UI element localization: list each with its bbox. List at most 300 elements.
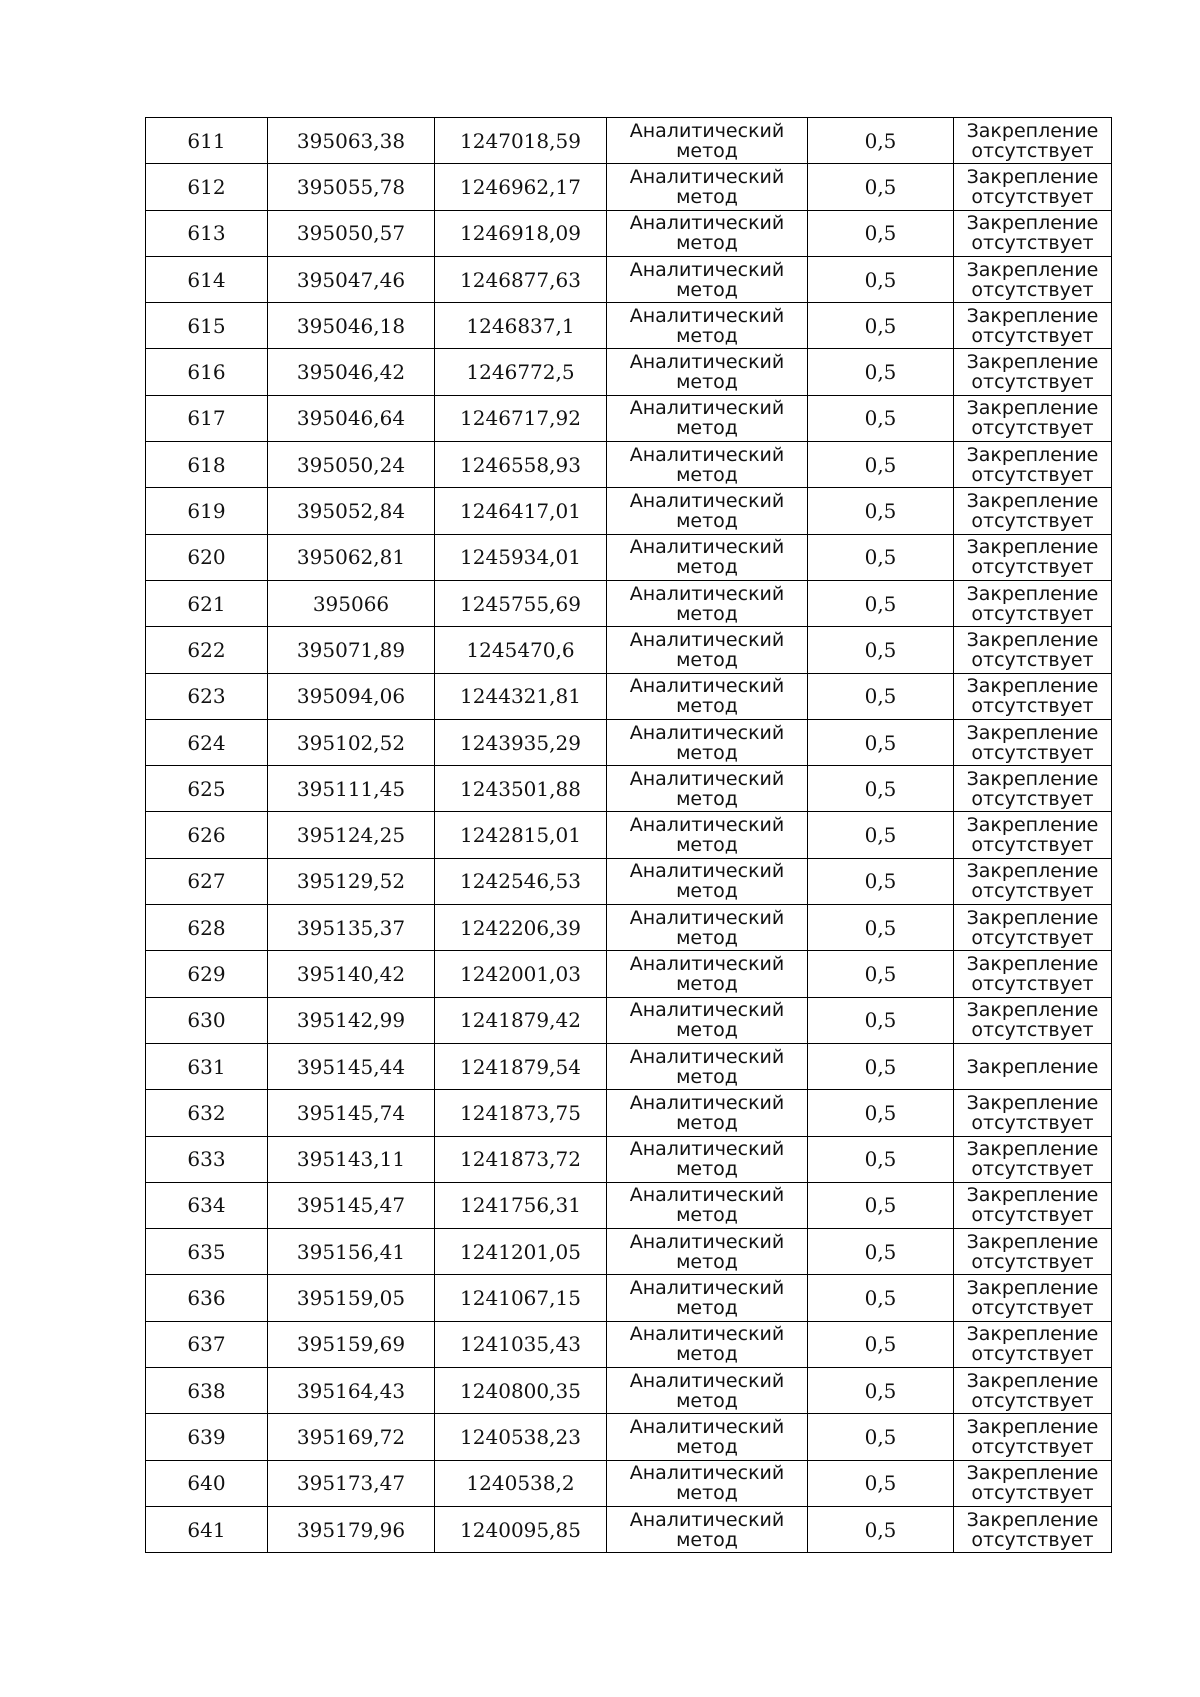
fixing-cell — [954, 256, 1112, 302]
fixing-cell-line: Закрепление — [966, 165, 1099, 188]
method-cell — [607, 1229, 808, 1275]
fixing-cell-line: отсутствует — [971, 1389, 1094, 1412]
table-row — [146, 1414, 1112, 1460]
coordinate-x-cell: 395124,25 — [268, 812, 435, 858]
method-cell — [607, 256, 808, 302]
point-number-cell: 617 — [146, 395, 268, 441]
fixing-cell-line: Закрепление — [966, 675, 1099, 698]
table-row — [146, 210, 1112, 256]
method-cell-line: Аналитический — [629, 490, 785, 513]
coordinate-x-cell: 395156,41 — [268, 1229, 435, 1275]
method-cell — [607, 1136, 808, 1182]
method-cell-line: метод — [676, 1111, 738, 1134]
method-cell — [607, 580, 808, 626]
method-cell — [607, 1321, 808, 1367]
point-number-cell: 629 — [146, 951, 268, 997]
point-number-cell: 622 — [146, 627, 268, 673]
accuracy-cell: 0,5 — [808, 812, 954, 858]
method-cell — [607, 1043, 808, 1089]
point-number-cell: 620 — [146, 534, 268, 580]
method-cell — [607, 1368, 808, 1414]
accuracy-cell: 0,5 — [808, 1506, 954, 1552]
coordinate-x-cell: 395046,64 — [268, 395, 435, 441]
method-cell-line: метод — [676, 1158, 738, 1181]
accuracy-cell: 0,5 — [808, 349, 954, 395]
coordinate-x-cell: 395063,38 — [268, 118, 435, 164]
fixing-cell — [954, 210, 1112, 256]
fixing-cell-line: отсутствует — [971, 926, 1094, 949]
method-cell-line: метод — [676, 185, 738, 208]
method-cell — [607, 534, 808, 580]
fixing-cell — [954, 442, 1112, 488]
coordinate-y-cell: 1244321,81 — [435, 673, 607, 719]
method-cell — [607, 812, 808, 858]
method-cell-line: метод — [676, 324, 738, 347]
method-cell-line: Аналитический — [629, 443, 785, 466]
method-cell-line: Аналитический — [629, 165, 785, 188]
coordinate-x-cell: 395129,52 — [268, 858, 435, 904]
accuracy-cell: 0,5 — [808, 1321, 954, 1367]
fixing-cell-line: отсутствует — [971, 741, 1094, 764]
fixing-cell-line: отсутствует — [971, 1297, 1094, 1320]
coordinate-x-cell: 395046,18 — [268, 303, 435, 349]
fixing-cell-line: отсутствует — [971, 1343, 1094, 1366]
coordinate-x-cell: 395111,45 — [268, 766, 435, 812]
coordinate-y-cell: 1241067,15 — [435, 1275, 607, 1321]
fixing-cell-line: отсутствует — [971, 463, 1094, 486]
accuracy-cell: 0,5 — [808, 905, 954, 951]
coordinate-x-cell: 395173,47 — [268, 1460, 435, 1506]
coordinate-x-cell: 395179,96 — [268, 1506, 435, 1552]
method-cell — [607, 118, 808, 164]
fixing-cell — [954, 1506, 1112, 1552]
method-cell-line: метод — [676, 278, 738, 301]
fixing-cell — [954, 627, 1112, 673]
coordinate-x-cell: 395050,57 — [268, 210, 435, 256]
point-number-cell: 637 — [146, 1321, 268, 1367]
method-cell — [607, 905, 808, 951]
coordinate-x-cell: 395142,99 — [268, 997, 435, 1043]
method-cell-line: Аналитический — [629, 258, 785, 281]
accuracy-cell: 0,5 — [808, 1414, 954, 1460]
coordinate-x-cell: 395169,72 — [268, 1414, 435, 1460]
coordinate-y-cell: 1245755,69 — [435, 580, 607, 626]
method-cell-line: метод — [676, 972, 738, 995]
fixing-cell — [954, 580, 1112, 626]
coordinate-x-cell: 395094,06 — [268, 673, 435, 719]
method-cell-line: Аналитический — [629, 1415, 785, 1438]
accuracy-cell: 0,5 — [808, 442, 954, 488]
method-cell-line: метод — [676, 1482, 738, 1505]
method-cell-line: метод — [676, 1019, 738, 1042]
fixing-cell-line: Закрепление — [966, 258, 1099, 281]
fixing-cell — [954, 1090, 1112, 1136]
fixing-cell-line: Закрепление — [966, 1415, 1099, 1438]
method-cell-line: Аналитический — [629, 397, 785, 420]
table-row — [146, 256, 1112, 302]
coordinate-y-cell: 1241756,31 — [435, 1182, 607, 1228]
method-cell-line: метод — [676, 232, 738, 255]
fixing-cell-line: Закрепление — [966, 1323, 1099, 1346]
point-number-cell: 621 — [146, 580, 268, 626]
fixing-cell-line: отсутствует — [971, 648, 1094, 671]
method-cell — [607, 719, 808, 765]
method-cell-line: метод — [676, 787, 738, 810]
method-cell-line: метод — [676, 1297, 738, 1320]
fixing-cell-line: Закрепление — [966, 1508, 1099, 1531]
accuracy-cell: 0,5 — [808, 1182, 954, 1228]
point-number-cell: 612 — [146, 164, 268, 210]
point-number-cell: 632 — [146, 1090, 268, 1136]
fixing-cell — [954, 164, 1112, 210]
coordinate-y-cell: 1242815,01 — [435, 812, 607, 858]
fixing-cell-line: отсутствует — [971, 880, 1094, 903]
fixing-cell — [954, 1043, 1112, 1089]
coordinate-x-cell: 395102,52 — [268, 719, 435, 765]
fixing-cell-line: Закрепление — [966, 1138, 1099, 1161]
table-row — [146, 1506, 1112, 1552]
fixing-cell-line: отсутствует — [971, 1435, 1094, 1458]
coordinate-y-cell: 1241035,43 — [435, 1321, 607, 1367]
fixing-cell — [954, 349, 1112, 395]
point-number-cell: 635 — [146, 1229, 268, 1275]
coordinate-x-cell: 395046,42 — [268, 349, 435, 395]
accuracy-cell: 0,5 — [808, 627, 954, 673]
fixing-cell-line: Закрепление — [966, 582, 1099, 605]
fixing-cell-line: Закрепление — [966, 952, 1099, 975]
coordinate-y-cell: 1246417,01 — [435, 488, 607, 534]
method-cell — [607, 1414, 808, 1460]
fixing-cell-line: отсутствует — [971, 1204, 1094, 1227]
method-cell-line: Аналитический — [629, 952, 785, 975]
fixing-cell-line: отсутствует — [971, 972, 1094, 995]
coordinate-y-cell: 1246772,5 — [435, 349, 607, 395]
fixing-cell-line: Закрепление — [966, 1369, 1099, 1392]
method-cell — [607, 442, 808, 488]
method-cell-line: Аналитический — [629, 1369, 785, 1392]
method-cell-line: Аналитический — [629, 582, 785, 605]
coordinate-x-cell: 395052,84 — [268, 488, 435, 534]
coordinate-y-cell: 1246837,1 — [435, 303, 607, 349]
point-number-cell: 626 — [146, 812, 268, 858]
fixing-cell-line: отсутствует — [971, 324, 1094, 347]
fixing-cell — [954, 997, 1112, 1043]
fixing-cell-line: отсутствует — [971, 602, 1094, 625]
method-cell — [607, 1460, 808, 1506]
fixing-cell-line: отсутствует — [971, 556, 1094, 579]
method-cell-line: метод — [676, 1065, 738, 1088]
method-cell-line: метод — [676, 648, 738, 671]
fixing-cell-line: Закрепление — [966, 351, 1099, 374]
coordinate-x-cell: 395143,11 — [268, 1136, 435, 1182]
method-cell-line: Аналитический — [629, 1138, 785, 1161]
method-cell-line: метод — [676, 463, 738, 486]
coordinate-y-cell: 1242001,03 — [435, 951, 607, 997]
method-cell-line: метод — [676, 556, 738, 579]
accuracy-cell: 0,5 — [808, 673, 954, 719]
accuracy-cell: 0,5 — [808, 1090, 954, 1136]
fixing-cell-line: Закрепление — [966, 1091, 1099, 1114]
method-cell — [607, 164, 808, 210]
fixing-cell — [954, 1368, 1112, 1414]
method-cell-line: Аналитический — [629, 1508, 785, 1531]
point-number-cell: 640 — [146, 1460, 268, 1506]
fixing-cell-line: Закрепление — [966, 490, 1099, 513]
method-cell-line: Аналитический — [629, 1091, 785, 1114]
point-number-cell: 615 — [146, 303, 268, 349]
fixing-cell — [954, 1414, 1112, 1460]
accuracy-cell: 0,5 — [808, 858, 954, 904]
table-row — [146, 951, 1112, 997]
method-cell-line: метод — [676, 834, 738, 857]
coordinate-x-cell: 395062,81 — [268, 534, 435, 580]
coordinate-y-cell: 1246918,09 — [435, 210, 607, 256]
fixing-cell-line: Закрепление — [966, 397, 1099, 420]
point-number-cell: 616 — [146, 349, 268, 395]
method-cell — [607, 997, 808, 1043]
fixing-cell-line: Закрепление — [966, 999, 1099, 1022]
coordinate-y-cell: 1243501,88 — [435, 766, 607, 812]
table-row — [146, 858, 1112, 904]
method-cell-line: Аналитический — [629, 1462, 785, 1485]
point-number-cell: 636 — [146, 1275, 268, 1321]
point-number-cell: 638 — [146, 1368, 268, 1414]
accuracy-cell: 0,5 — [808, 256, 954, 302]
table-row — [146, 1460, 1112, 1506]
fixing-cell — [954, 766, 1112, 812]
coordinate-y-cell: 1246877,63 — [435, 256, 607, 302]
fixing-cell-line: Закрепление — [966, 1055, 1099, 1078]
method-cell-line: Аналитический — [629, 1230, 785, 1253]
method-cell-line: Аналитический — [629, 536, 785, 559]
fixing-cell-line: отсутствует — [971, 232, 1094, 255]
fixing-cell-line: Закрепление — [966, 1462, 1099, 1485]
fixing-cell — [954, 812, 1112, 858]
table-row — [146, 1043, 1112, 1089]
method-cell — [607, 673, 808, 719]
table-row — [146, 164, 1112, 210]
method-cell-line: Аналитический — [629, 814, 785, 837]
method-cell — [607, 1182, 808, 1228]
fixing-cell-line: Закрепление — [966, 721, 1099, 744]
fixing-cell-line: Закрепление — [966, 1230, 1099, 1253]
accuracy-cell: 0,5 — [808, 1275, 954, 1321]
method-cell-line: Аналитический — [629, 1045, 785, 1068]
fixing-cell-line: отсутствует — [971, 278, 1094, 301]
method-cell-line: метод — [676, 695, 738, 718]
method-cell — [607, 395, 808, 441]
coordinate-y-cell: 1241879,54 — [435, 1043, 607, 1089]
coordinate-x-cell: 395047,46 — [268, 256, 435, 302]
method-cell-line: Аналитический — [629, 1184, 785, 1207]
point-number-cell: 639 — [146, 1414, 268, 1460]
fixing-cell-line: отсутствует — [971, 185, 1094, 208]
accuracy-cell: 0,5 — [808, 534, 954, 580]
point-number-cell: 611 — [146, 118, 268, 164]
fixing-cell — [954, 534, 1112, 580]
coordinate-x-cell: 395066 — [268, 580, 435, 626]
coordinate-y-cell: 1246558,93 — [435, 442, 607, 488]
fixing-cell — [954, 1275, 1112, 1321]
method-cell-line: Аналитический — [629, 351, 785, 374]
fixing-cell-line: отсутствует — [971, 695, 1094, 718]
method-cell-line: метод — [676, 1528, 738, 1551]
method-cell-line: Аналитический — [629, 860, 785, 883]
method-cell-line: Аналитический — [629, 675, 785, 698]
table-row — [146, 303, 1112, 349]
fixing-cell-line: Закрепление — [966, 212, 1099, 235]
coordinate-y-cell: 1241879,42 — [435, 997, 607, 1043]
coordinate-y-cell: 1246717,92 — [435, 395, 607, 441]
method-cell — [607, 303, 808, 349]
fixing-cell-line: отсутствует — [971, 1250, 1094, 1273]
fixing-cell — [954, 303, 1112, 349]
coordinate-y-cell: 1240538,2 — [435, 1460, 607, 1506]
point-number-cell: 631 — [146, 1043, 268, 1089]
fixing-cell-line: Закрепление — [966, 1277, 1099, 1300]
fixing-cell-line: Закрепление — [966, 443, 1099, 466]
accuracy-cell: 0,5 — [808, 997, 954, 1043]
fixing-cell-line: Закрепление — [966, 814, 1099, 837]
fixing-cell-line: Закрепление — [966, 536, 1099, 559]
fixing-cell-line: отсутствует — [971, 1482, 1094, 1505]
coordinate-y-cell: 1242546,53 — [435, 858, 607, 904]
fixing-cell — [954, 118, 1112, 164]
point-number-cell: 618 — [146, 442, 268, 488]
coordinate-x-cell: 395050,24 — [268, 442, 435, 488]
method-cell-line: метод — [676, 417, 738, 440]
coordinate-y-cell: 1246962,17 — [435, 164, 607, 210]
fixing-cell — [954, 719, 1112, 765]
accuracy-cell: 0,5 — [808, 766, 954, 812]
method-cell-line: метод — [676, 371, 738, 394]
coordinate-y-cell: 1240095,85 — [435, 1506, 607, 1552]
coordinate-y-cell: 1240800,35 — [435, 1368, 607, 1414]
table-row — [146, 1368, 1112, 1414]
table-row — [146, 442, 1112, 488]
point-number-cell: 627 — [146, 858, 268, 904]
fixing-cell-line: Закрепление — [966, 628, 1099, 651]
accuracy-cell: 0,5 — [808, 488, 954, 534]
method-cell — [607, 1090, 808, 1136]
table-row — [146, 1182, 1112, 1228]
point-number-cell: 625 — [146, 766, 268, 812]
fixing-cell-line: отсутствует — [971, 1111, 1094, 1134]
accuracy-cell: 0,5 — [808, 1368, 954, 1414]
accuracy-cell: 0,5 — [808, 1460, 954, 1506]
coordinate-x-cell: 395159,05 — [268, 1275, 435, 1321]
method-cell-line: метод — [676, 926, 738, 949]
method-cell — [607, 766, 808, 812]
table-row — [146, 1321, 1112, 1367]
table-row — [146, 1275, 1112, 1321]
point-number-cell: 641 — [146, 1506, 268, 1552]
accuracy-cell: 0,5 — [808, 210, 954, 256]
accuracy-cell: 0,5 — [808, 118, 954, 164]
fixing-cell-line: отсутствует — [971, 1019, 1094, 1042]
table-row — [146, 580, 1112, 626]
method-cell-line: Аналитический — [629, 767, 785, 790]
method-cell-line: метод — [676, 1343, 738, 1366]
fixing-cell — [954, 1229, 1112, 1275]
fixing-cell-line: отсутствует — [971, 1158, 1094, 1181]
fixing-cell — [954, 1136, 1112, 1182]
fixing-cell-line: отсутствует — [971, 139, 1094, 162]
table-row — [146, 1090, 1112, 1136]
fixing-cell — [954, 488, 1112, 534]
coordinate-y-cell: 1247018,59 — [435, 118, 607, 164]
accuracy-cell: 0,5 — [808, 395, 954, 441]
table-row — [146, 905, 1112, 951]
accuracy-cell: 0,5 — [808, 164, 954, 210]
fixing-cell — [954, 858, 1112, 904]
method-cell-line: Аналитический — [629, 212, 785, 235]
coordinate-y-cell: 1242206,39 — [435, 905, 607, 951]
method-cell — [607, 858, 808, 904]
coordinate-x-cell: 395055,78 — [268, 164, 435, 210]
table-row — [146, 1229, 1112, 1275]
method-cell-line: метод — [676, 880, 738, 903]
method-cell-line: метод — [676, 510, 738, 533]
table-row — [146, 1136, 1112, 1182]
accuracy-cell: 0,5 — [808, 951, 954, 997]
coordinates-table-body — [146, 118, 1112, 1553]
point-number-cell: 633 — [146, 1136, 268, 1182]
method-cell — [607, 951, 808, 997]
coordinate-y-cell: 1241201,05 — [435, 1229, 607, 1275]
coordinate-x-cell: 395145,74 — [268, 1090, 435, 1136]
coordinate-x-cell: 395164,43 — [268, 1368, 435, 1414]
fixing-cell-line: Закрепление — [966, 767, 1099, 790]
accuracy-cell: 0,5 — [808, 1229, 954, 1275]
method-cell — [607, 627, 808, 673]
fixing-cell-line: отсутствует — [971, 417, 1094, 440]
method-cell-line: Аналитический — [629, 1277, 785, 1300]
fixing-cell-line: Закрепление — [966, 304, 1099, 327]
accuracy-cell: 0,5 — [808, 719, 954, 765]
fixing-cell-line: Закрепление — [966, 906, 1099, 929]
method-cell-line: Аналитический — [629, 999, 785, 1022]
coordinate-y-cell: 1240538,23 — [435, 1414, 607, 1460]
fixing-cell-line: отсутствует — [971, 371, 1094, 394]
method-cell — [607, 210, 808, 256]
table-row — [146, 118, 1112, 164]
fixing-cell-line: Закрепление — [966, 860, 1099, 883]
fixing-cell — [954, 951, 1112, 997]
coordinates-table — [145, 117, 1112, 1553]
method-cell-line: Аналитический — [629, 721, 785, 744]
fixing-cell-line: отсутствует — [971, 510, 1094, 533]
method-cell — [607, 488, 808, 534]
fixing-cell-line: отсутствует — [971, 1528, 1094, 1551]
method-cell — [607, 1506, 808, 1552]
coordinate-x-cell: 395140,42 — [268, 951, 435, 997]
point-number-cell: 628 — [146, 905, 268, 951]
method-cell-line: Аналитический — [629, 119, 785, 142]
coordinate-y-cell: 1245470,6 — [435, 627, 607, 673]
point-number-cell: 614 — [146, 256, 268, 302]
coordinate-x-cell: 395145,44 — [268, 1043, 435, 1089]
method-cell-line: Аналитический — [629, 304, 785, 327]
coordinate-y-cell: 1243935,29 — [435, 719, 607, 765]
fixing-cell-line: отсутствует — [971, 787, 1094, 810]
fixing-cell-line: Закрепление — [966, 1184, 1099, 1207]
method-cell-line: Аналитический — [629, 906, 785, 929]
point-number-cell: 634 — [146, 1182, 268, 1228]
method-cell — [607, 349, 808, 395]
method-cell-line: метод — [676, 1389, 738, 1412]
coordinate-y-cell: 1245934,01 — [435, 534, 607, 580]
